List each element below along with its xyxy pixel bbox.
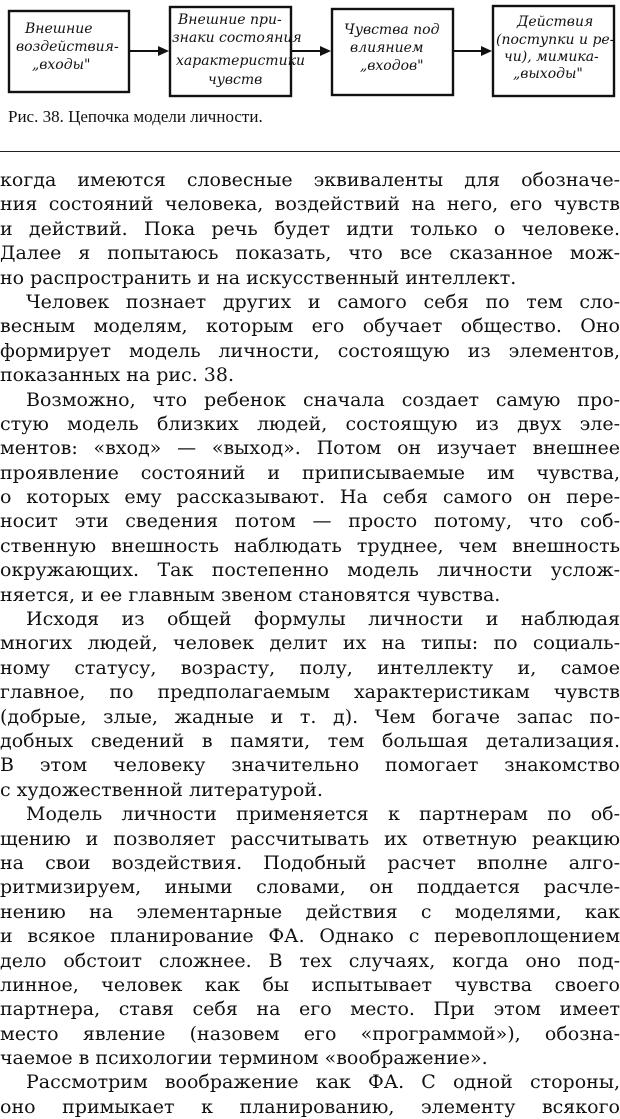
text-line: добных сведений в памяти, тем большая детализация. xyxy=(0,729,620,752)
text-line: Исходя из общей формулы личности и наблюдая xyxy=(26,608,620,631)
figure-caption: Рис. 38. Цепочка модели личности. xyxy=(8,107,263,126)
text-line: Далее я попытаюсь показать, что все сказанное мож- xyxy=(0,242,620,265)
text-line: ственную внешность наблюдать труднее, чем внешность xyxy=(0,534,620,557)
text-line: носит эти сведения потом — просто потому, что соб- xyxy=(0,510,620,533)
text-line: чаемое в психологии термином «воображение». xyxy=(0,1047,488,1070)
text-line: В этом человеку значительно помогает знакомство xyxy=(0,754,620,777)
text-line: щению и позволяет рассчитывать их ответную реакцию xyxy=(0,827,620,850)
box-1-line-1: Внешние xyxy=(25,21,93,37)
body-text xyxy=(0,168,620,1119)
box-3-line-1: Чувства под xyxy=(344,22,440,38)
paragraph xyxy=(0,802,620,1070)
text-line: окружающих. Так постепенно модель личности услож- xyxy=(0,559,620,582)
paragraph xyxy=(0,607,620,802)
box-2-line-3: характеристики xyxy=(176,53,305,69)
box-3-line-2: влиянием xyxy=(350,40,424,56)
text-line: формирует модель личности, состоящую из элементов, xyxy=(0,339,620,362)
text-line: место явление (назовем его «программой»), обозна- xyxy=(0,1022,620,1045)
figure-box-actions xyxy=(493,6,615,96)
text-line: линное, человек как бы испытывает чувства своего xyxy=(0,973,620,996)
text-line: Рассмотрим воображение как ФА. С одной стороны, xyxy=(26,1071,620,1094)
text-line: оно примыкает к планированию, элементу всякого xyxy=(0,1095,620,1118)
text-line: но распространить и на искусственный интеллект. xyxy=(0,266,517,289)
text-line: нению на элементарные действия с моделями, как xyxy=(0,900,620,923)
text-line: показанных на рис. 38. xyxy=(0,364,234,387)
text-line: Модель личности применяется к партнерам по об- xyxy=(26,803,620,826)
paragraph xyxy=(0,168,620,290)
text-line: многих людей, человек делит их на типы: по социаль- xyxy=(0,632,620,655)
paragraph xyxy=(0,1070,620,1119)
text-line: ритмизируем, иными словами, он поддается расчле- xyxy=(0,876,620,899)
box-3-line-3: „входов" xyxy=(360,58,424,74)
text-line: дело обстоит сложнее. В тех случаях, когда оно под- xyxy=(0,949,620,972)
box-1-line-2: воздействия- xyxy=(16,39,119,55)
separator-rule xyxy=(0,151,620,152)
text-line: на свои воздействия. Подобный расчет вполне алго- xyxy=(0,851,620,874)
text-line: ния состояний человека, воздействий на него, его чувств xyxy=(0,193,620,216)
box-2-line-1: Внешние при- xyxy=(178,12,282,28)
box-4-line-2: (поступки и ре- xyxy=(496,32,615,48)
figure-box-external-signs xyxy=(170,7,305,96)
figure-box-feelings xyxy=(332,9,453,95)
text-line: и действий. Пока речь будет идти только о человеке. xyxy=(0,217,620,240)
text-line: когда имеются словесные эквиваленты для обозначе- xyxy=(0,169,620,191)
text-line: ментов: «вход» — «выход». Потом он изучает внешнее xyxy=(0,437,620,460)
box-2-line-4: чувств xyxy=(208,72,263,88)
text-line: партнера, ставя себя на его место. При этом имеет xyxy=(0,998,620,1021)
box-1-line-3: „входы" xyxy=(32,57,91,73)
text-line: Человек познает других и самого себя по тем сло- xyxy=(26,290,620,313)
text-line: и всякое планирование ФА. Однако с перевоплощением xyxy=(0,925,620,948)
paragraph xyxy=(0,388,620,608)
text-line: ному статусу, возрасту, полу, интеллекту и, самое xyxy=(0,656,620,679)
box-2-line-2: знаки состояния xyxy=(172,30,302,46)
text-line: Возможно, что ребенок сначала создает самую про- xyxy=(26,388,620,411)
box-4-line-1: Действия xyxy=(517,14,594,30)
text-line: няется, и ее главным звеном становятся чувства. xyxy=(0,583,501,606)
text-line: проявление состояний и приписываемые им чувства, xyxy=(0,461,620,484)
paragraph xyxy=(0,290,620,388)
text-line: весным моделям, которым его обучает общество. Оно xyxy=(0,315,620,338)
box-4-line-4: „выходы" xyxy=(513,66,583,82)
arrow-1 xyxy=(129,46,169,56)
box-4-line-3: чи), мимика- xyxy=(504,49,599,65)
figure-box-external-influences xyxy=(9,11,129,92)
text-line: (добрые, злые, жадные и т. д). Чем богаче запас по- xyxy=(0,705,620,728)
arrow-3 xyxy=(453,46,492,56)
text-line: с художественной литературой. xyxy=(0,778,323,801)
text-line: стую модель близких людей, состоящую из двух эле- xyxy=(0,412,620,435)
text-line: о которых ему рассказывают. На себя самого он пере- xyxy=(0,486,620,509)
text-line: главное, по предполагаемым характеристикам чувств xyxy=(0,681,620,704)
